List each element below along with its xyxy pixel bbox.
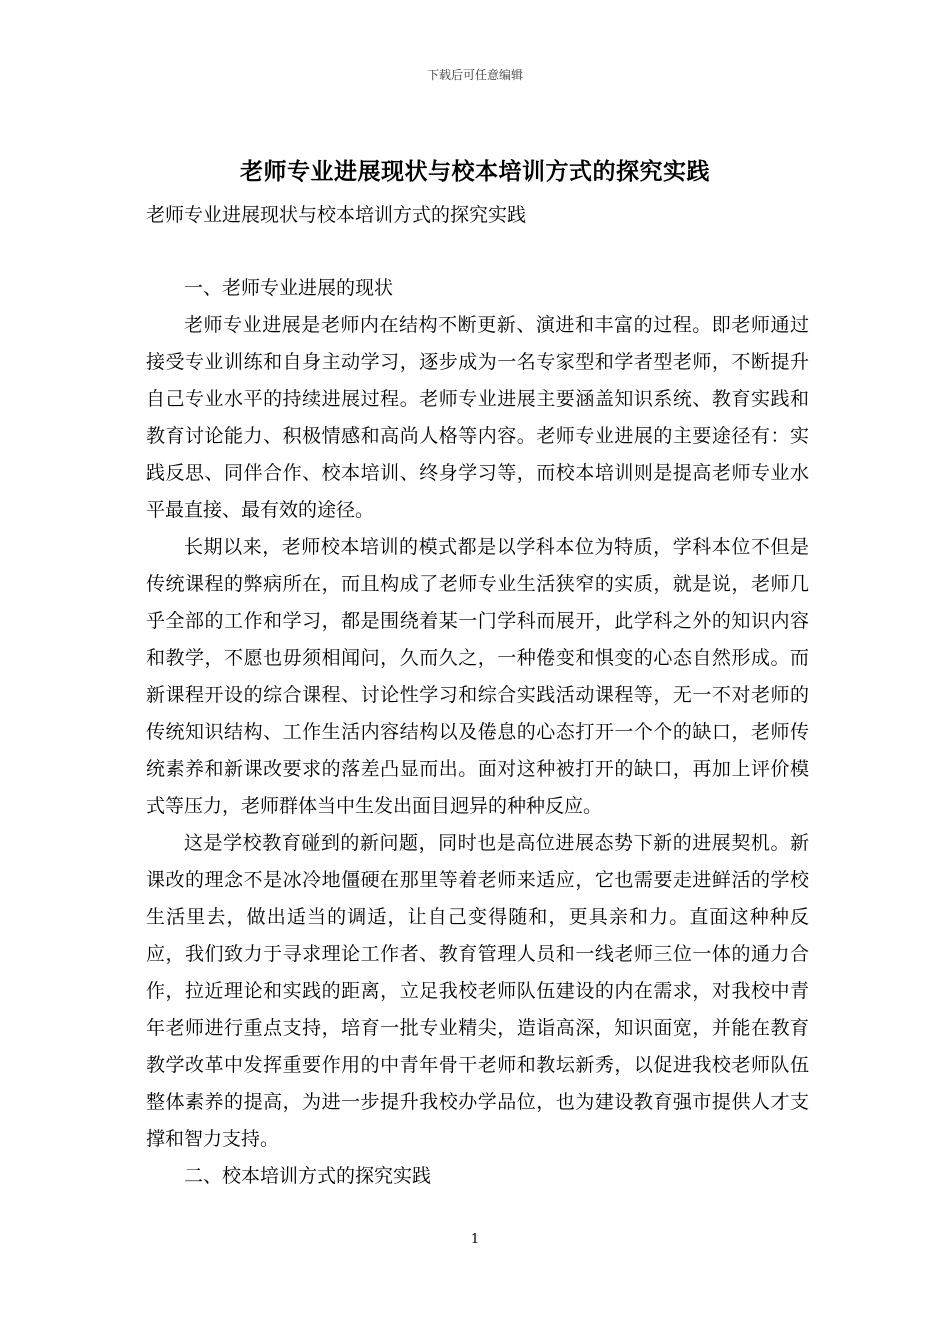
paragraph-1: 老师专业进展是老师内在结构不断更新、演进和丰富的过程。即老师通过接受专业训练和自身主动学习，逐步成为一名专家型和学者型老师，不断提升自己专业水平的持续进展过程。老师专业进展主要涵盖知识系统、教育实践和教育讨论能力、积极情感和高尚人格等内容。老师专业进展的主要途径有：实践反思、同伴合作、校本培训、终身学习等，而校本培训则是提高老师专业水平最直接、最有效的途径。 xyxy=(146,314,809,521)
page-number: 1 xyxy=(470,1232,480,1247)
paragraph-2: 长期以来，老师校本培训的模式都是以学科本位为特质，学科本位不但是传统课程的弊病所在，而且构成了老师专业生活狭窄的实质，就是说，老师几乎全部的工作和学习，都是围绕着某一门学科而展开，此学科之外的知识内容和教学，不愿也毋须相闻问，久而久之，一种倦变和惧变的心态自然形成。而新课程开设的综合课程、讨论性学习和综合实践活动课程等，无一不对老师的传统知识结构、工作生活内容结构以及倦息的心态打开一个个的缺口，老师传统素养和新课改要求的落差凸显而出。面对这种被打开的缺口，再加上评价模式等压力，老师群体当中生发出面目迥异的种种反应。 xyxy=(146,536,809,817)
section-heading-2: 二、校本培训方式的探究实践 xyxy=(184,1165,432,1187)
header-note: 下载后可任意编辑 xyxy=(426,68,523,82)
paragraph-3: 这是学校教育碰到的新问题，同时也是高位进展态势下新的进展契机。新课改的理念不是冰冷地僵硬在那里等着老师来适应，它也需要走进鲜活的学校生活里去，做出适当的调适，让自己变得随和，更具亲和力。直面这种种反应，我们致力于寻求理论工作者、教育管理人员和一线老师三位一体的通力合作，拉近理论和实践的距离，立足我校老师队伍建设的内在需求，对我校中青年老师进行重点支持，培育一批专业精尖，造诣高深，知识面宽，并能在教育教学改革中发挥重要作用的中青年骨干老师和教坛新秀，以促进我校老师队伍整体素养的提高，为进一步提升我校办学品位，也为建设教育强市提供人才支撑和智力支持。 xyxy=(146,832,809,1150)
section-heading-1: 一、老师专业进展的现状 xyxy=(184,277,394,299)
document-title: 老师专业进展现状与校本培训方式的探究实践 xyxy=(240,158,710,185)
document-body xyxy=(146,270,809,1195)
document-subtitle: 老师专业进展现状与校本培训方式的探究实践 xyxy=(146,204,527,226)
